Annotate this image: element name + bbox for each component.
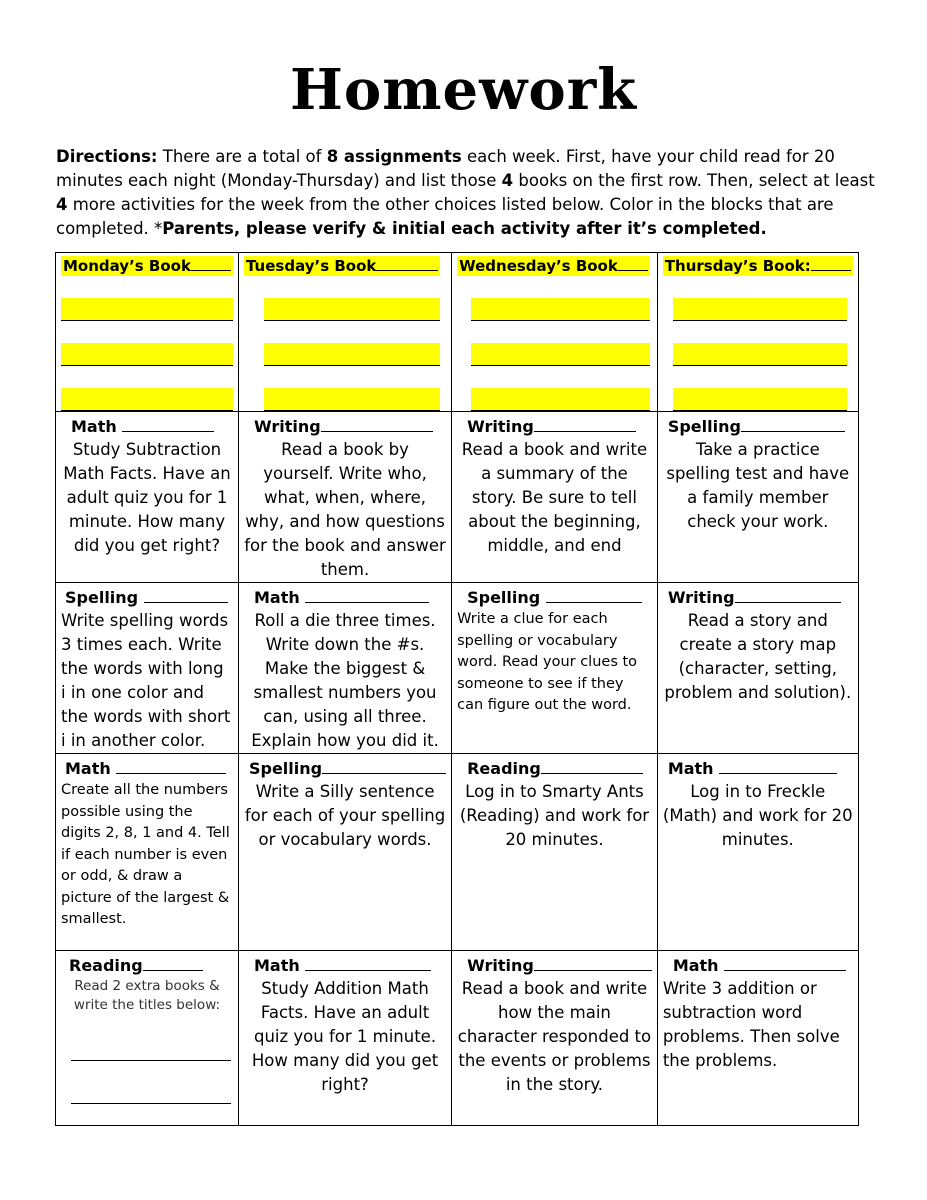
activity-text: Read 2 extra books & write the titles below: — [73, 978, 221, 1013]
activity-cell[interactable] — [657, 951, 858, 1126]
book-label: Monday’s Book — [63, 257, 191, 275]
activity-row — [56, 951, 859, 1126]
activity-cell[interactable] — [657, 583, 858, 754]
activity-subject: Writing — [253, 417, 321, 436]
activity-text: Read a book and write how the main character responded to the events or problems in the story. — [457, 979, 652, 1094]
activity-text: Log in to Smarty Ants (Reading) and work for 20 minutes. — [459, 782, 650, 849]
activity-subject: Reading — [467, 759, 541, 778]
book-cell-wednesday[interactable] — [452, 253, 658, 412]
activity-subject: Math — [65, 759, 111, 778]
activity-cell[interactable] — [657, 754, 858, 951]
book-label: Thursday’s Book: — [664, 257, 811, 275]
directions: Directions: There are a total of 8 assignments each week. First, have your child read for 20 minutes each night (Monday-Thursday) and list those 4 books on the first row. Then, select at least 4 more activities for the week from the other choices listed below. Color in the blocks that are completed. *Parents, please verify & initial each activity after it’s completed. — [56, 147, 875, 238]
activity-cell[interactable] — [657, 412, 858, 583]
activity-cell[interactable] — [452, 412, 658, 583]
title-write-line[interactable] — [71, 1102, 231, 1104]
activity-subject: Writing — [467, 417, 534, 436]
book-title-line[interactable] — [264, 388, 440, 411]
activity-cell[interactable] — [56, 754, 239, 951]
activity-cell[interactable] — [238, 412, 451, 583]
book-title-line[interactable] — [471, 343, 650, 366]
book-label: Wednesday’s Book — [459, 257, 618, 275]
book-title-line[interactable] — [61, 298, 233, 321]
book-cell-monday[interactable] — [56, 253, 239, 412]
activity-subject: Spelling — [667, 417, 741, 436]
activity-text: Study Addition Math Facts. Have an adult quiz you for 1 minute. How many did you get right? — [251, 979, 439, 1094]
book-title-line[interactable] — [264, 343, 440, 366]
activity-text: Log in to Freckle (Math) and work for 20 minutes. — [662, 782, 853, 849]
activity-subject: Spelling — [467, 588, 541, 607]
activity-text: Read a book by yourself. Write who, what, when, where, why, and how questions for the book and answer them. — [244, 440, 446, 579]
book-title-line[interactable] — [471, 388, 650, 411]
activity-subject: Math — [253, 588, 300, 607]
activity-cell[interactable] — [452, 951, 658, 1126]
activity-subject: Math — [71, 417, 117, 436]
book-title-line[interactable] — [61, 388, 233, 411]
activity-cell[interactable] — [452, 583, 658, 754]
activity-cell[interactable] — [238, 951, 451, 1126]
activity-text: Write spelling words 3 times each. Write the words with long i in one color and the words with short i in another color. — [61, 611, 231, 750]
activity-text: Write a clue for each spelling or vocabulary word. Read your clues to someone to see if they can figure out the word. — [457, 611, 638, 713]
activity-cell[interactable] — [56, 583, 239, 754]
activity-text: Study Subtraction Math Facts. Have an adult quiz you for 1 minute. How many did you get right? — [63, 440, 231, 555]
activity-text: Write a Silly sentence for each of your spelling or vocabulary words. — [244, 782, 446, 849]
activity-row — [56, 754, 859, 951]
activity-cell[interactable] — [238, 583, 451, 754]
activity-subject: Spelling — [65, 588, 139, 607]
book-title-line[interactable] — [471, 298, 650, 321]
book-title-line[interactable] — [673, 388, 847, 411]
directions-label: Directions: — [56, 147, 158, 166]
activity-subject: Math — [672, 956, 719, 975]
activity-text: Take a practice spelling test and have a family member check your work. — [666, 440, 850, 531]
activity-text: Create all the numbers possible using the digits 2, 8, 1 and 4. Tell if each number is even or odd, & draw a picture of the largest & smallest. — [61, 782, 230, 927]
book-cell-tuesday[interactable] — [238, 253, 451, 412]
page-title: Homework — [289, 57, 637, 123]
title-write-line[interactable] — [71, 1059, 231, 1061]
activity-subject: Math — [667, 759, 714, 778]
book-cell-thursday[interactable] — [657, 253, 858, 412]
book-title-line[interactable] — [673, 298, 847, 321]
activity-subject: Spelling — [248, 759, 323, 778]
activity-text: Roll a die three times. Write down the #s. Make the biggest & smallest numbers you can, using all three. Explain how you did it. — [251, 611, 439, 750]
activity-row — [56, 583, 859, 754]
homework-grid — [55, 252, 859, 1126]
book-title-line[interactable] — [264, 298, 440, 321]
activity-subject: Writing — [467, 956, 534, 975]
activity-cell[interactable] — [56, 951, 239, 1126]
activity-subject: Writing — [667, 588, 735, 607]
book-title-line[interactable] — [61, 343, 233, 366]
activity-text: Write 3 addition or subtraction word problems. Then solve the problems. — [662, 979, 840, 1070]
book-label: Tuesday’s Book — [245, 257, 377, 275]
book-title-line[interactable] — [673, 343, 847, 366]
activity-cell[interactable] — [452, 754, 658, 951]
books-row — [56, 253, 859, 412]
activity-text: Read a story and create a story map (character, setting, problem and solution). — [664, 611, 852, 702]
activity-cell[interactable] — [56, 412, 239, 583]
activity-subject: Reading — [69, 956, 143, 975]
activity-text: Read a book and write a summary of the story. Be sure to tell about the beginning, middle, and end — [461, 440, 648, 555]
activity-row — [56, 412, 859, 583]
activity-subject: Math — [253, 956, 300, 975]
activity-cell[interactable] — [238, 754, 451, 951]
